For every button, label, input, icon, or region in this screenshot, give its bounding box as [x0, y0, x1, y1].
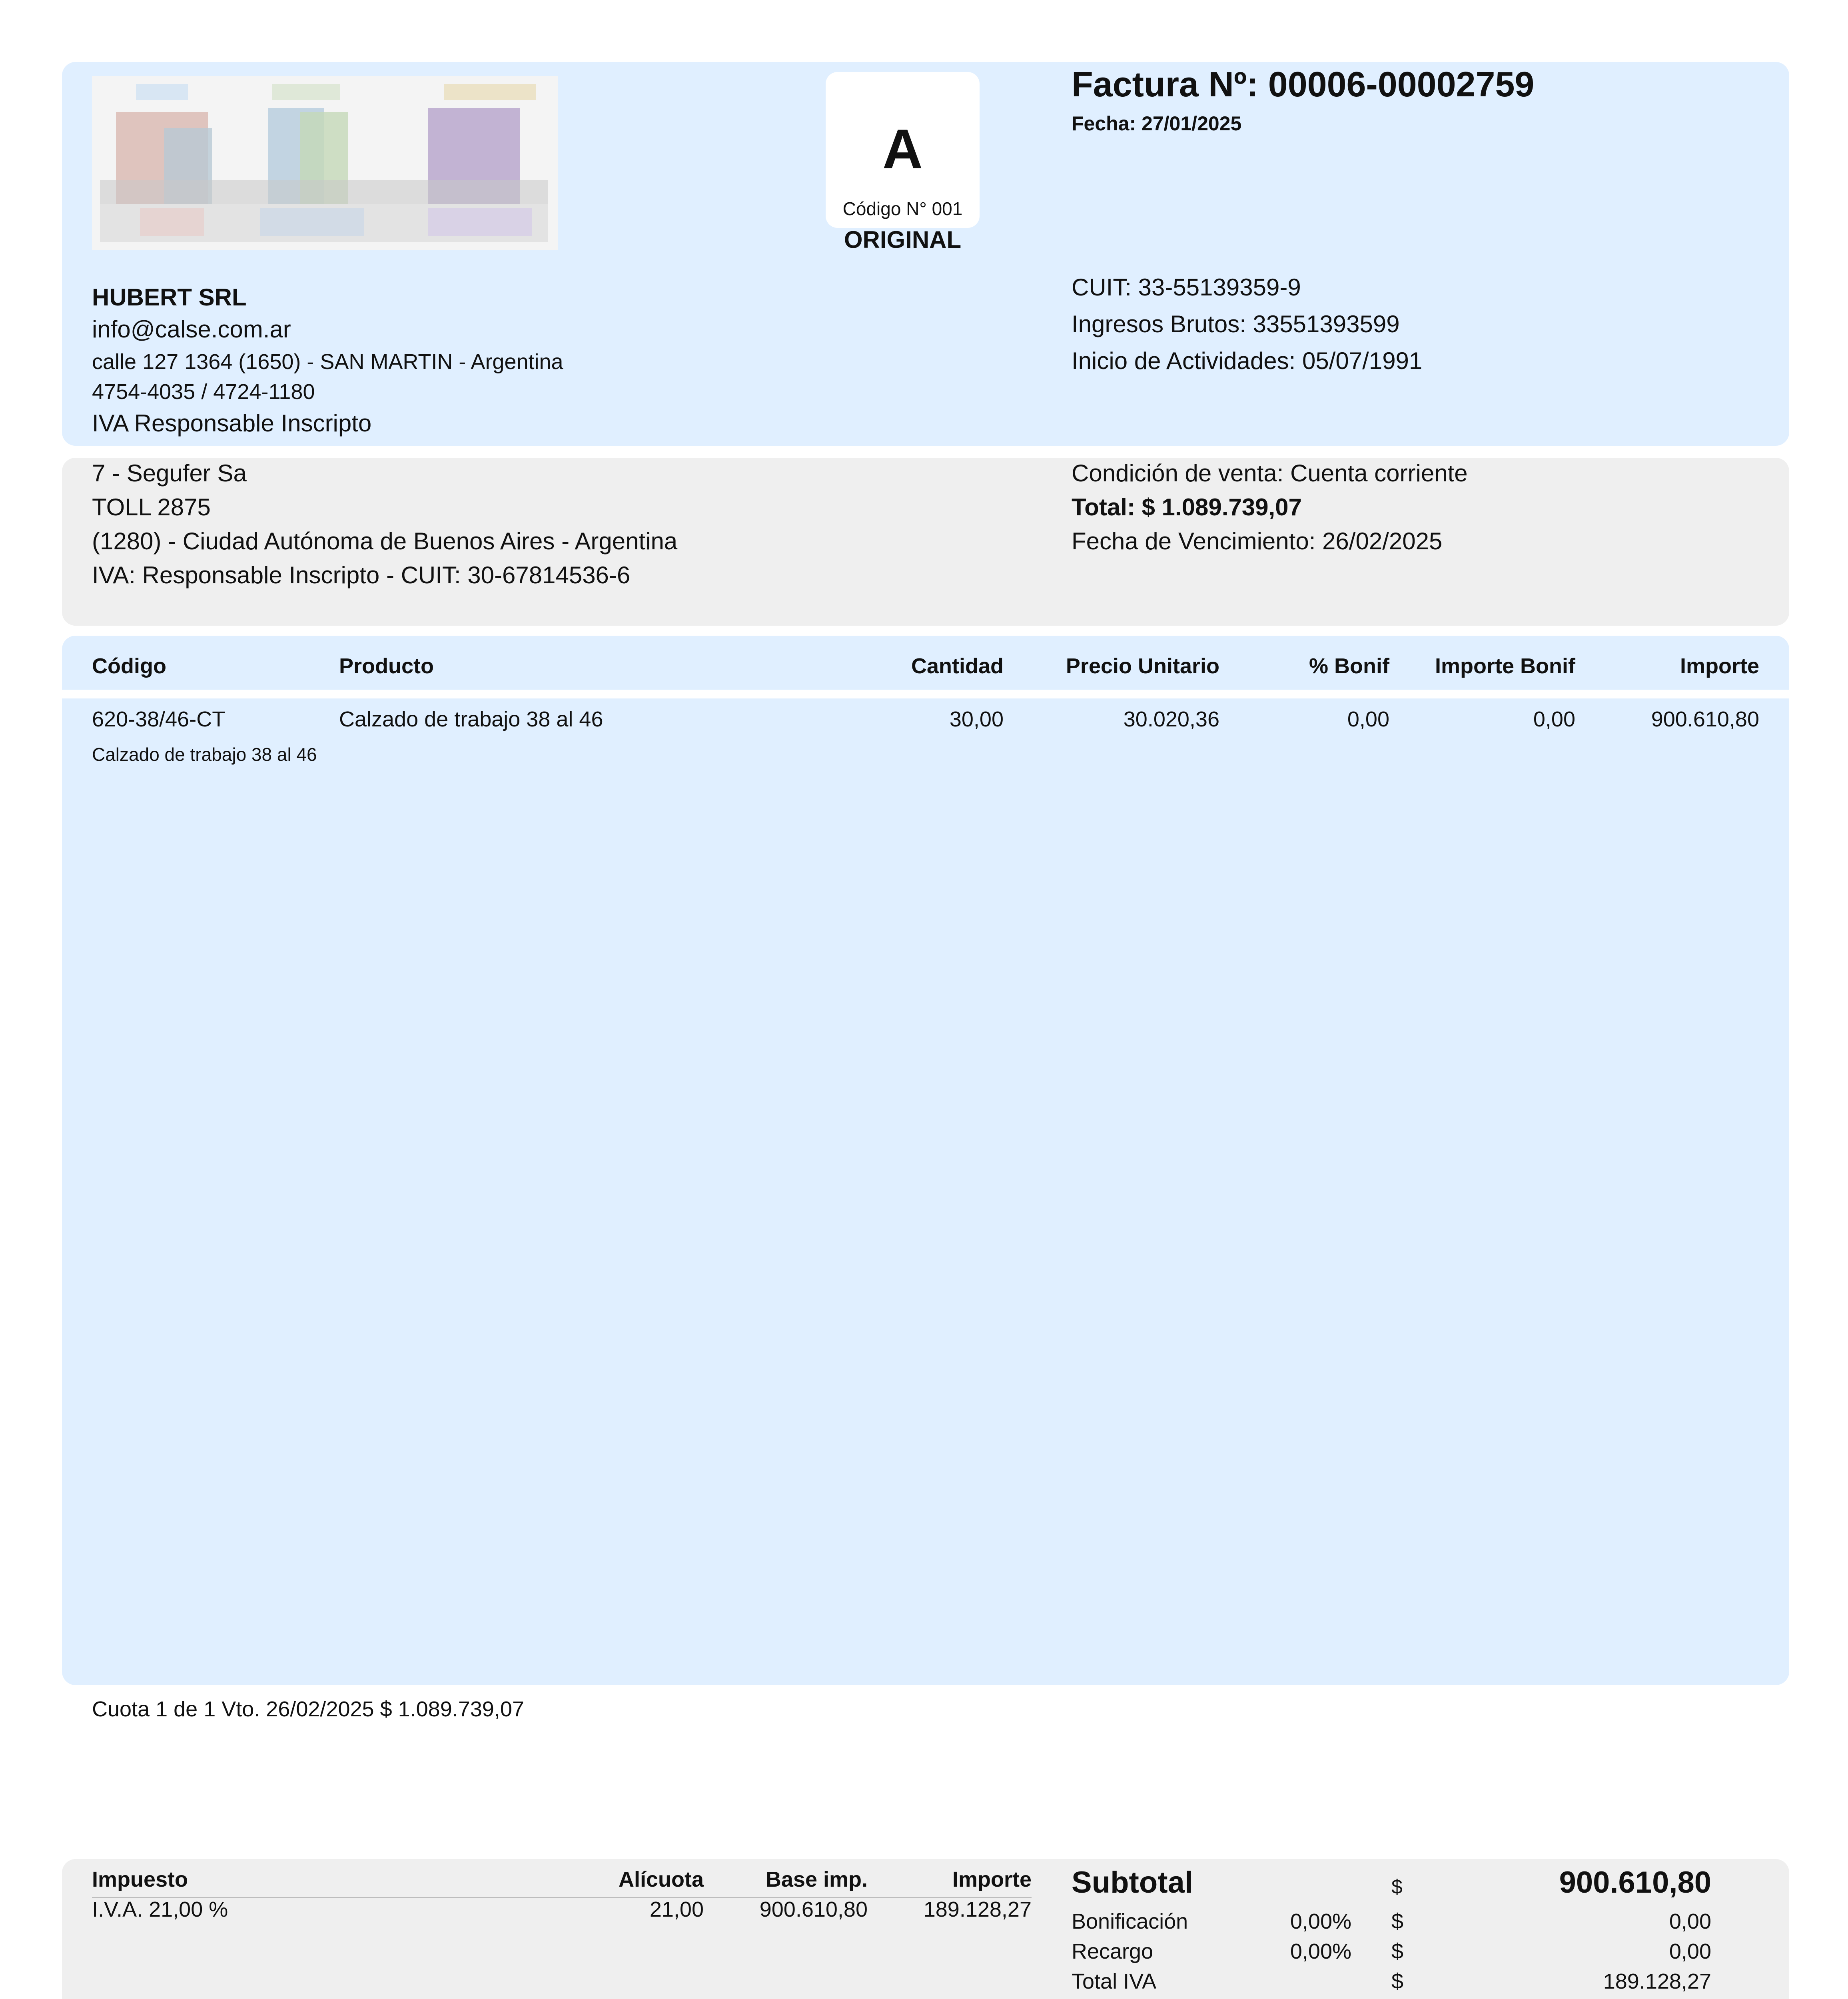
col-header-qty: Cantidad [911, 654, 1004, 678]
invoice-letter: A [826, 72, 980, 226]
item-code: 620-38/46-CT [92, 707, 226, 731]
issuer-phones: 4754-4035 / 4724-1180 [92, 380, 315, 404]
col-header-unit-price: Precio Unitario [1066, 654, 1219, 678]
bonification-value: 0,00 [1669, 1909, 1711, 1933]
total-iva-value: 189.128,27 [1603, 1969, 1711, 1993]
col-header-code: Código [92, 654, 166, 678]
col-header-product: Producto [339, 654, 434, 678]
surcharge-currency: $ [1391, 1939, 1404, 1963]
client-total: Total: $ 1.089.739,07 [1072, 494, 1302, 521]
items-panel [62, 636, 1789, 1685]
subtotal-label: Subtotal [1072, 1865, 1193, 1899]
client-street: TOLL 2875 [92, 494, 211, 521]
client-name: 7 - Segufer Sa [92, 460, 247, 487]
surcharge-pct: 0,00% [1290, 1939, 1351, 1963]
total-iva-label: Total IVA [1072, 1969, 1157, 1993]
item-description: Calzado de trabajo 38 al 46 [92, 744, 317, 765]
issuer-activity-start: Inicio de Actividades: 05/07/1991 [1072, 347, 1423, 374]
installments-text: Cuota 1 de 1 Vto. 26/02/2025 $ 1.089.739,07 [92, 1697, 524, 1721]
invoice-date: Fecha: 27/01/2025 [1072, 112, 1242, 135]
surcharge-value: 0,00 [1669, 1939, 1711, 1963]
table-header-separator [62, 690, 1789, 698]
company-logo [92, 76, 558, 250]
bonification-currency: $ [1391, 1909, 1404, 1933]
col-header-bonif-pct: % Bonif [1309, 654, 1389, 678]
surcharge-label: Recargo [1072, 1939, 1154, 1963]
client-city: (1280) - Ciudad Autónoma de Buenos Aires - Argentina [92, 528, 678, 555]
issuer-cuit: CUIT: 33-55139359-9 [1072, 274, 1301, 301]
issuer-name: HUBERT SRL [92, 284, 247, 311]
tax-header-name: Impuesto [92, 1867, 188, 1891]
issuer-email: info@calse.com.ar [92, 316, 291, 343]
item-product: Calzado de trabajo 38 al 46 [339, 707, 603, 731]
item-qty: 30,00 [949, 707, 1004, 731]
tax-header-amount: Importe [952, 1867, 1032, 1891]
sale-condition: Condición de venta: Cuenta corriente [1072, 460, 1468, 487]
issuer-gross-income: Ingresos Brutos: 33551393599 [1072, 311, 1400, 337]
tax-row-amount: 189.128,27 [923, 1897, 1032, 1921]
copy-label: ORIGINAL [844, 226, 962, 253]
invoice-title: Factura Nº: 00006-00002759 [1072, 64, 1535, 104]
tax-header-rate: Alícuota [618, 1867, 704, 1891]
col-header-bonif-amount: Importe Bonif [1435, 654, 1575, 678]
issuer-address: calle 127 1364 (1650) - SAN MARTIN - Argentina [92, 350, 563, 374]
col-header-amount: Importe [1680, 654, 1759, 678]
total-iva-currency: $ [1391, 1969, 1404, 1993]
bonification-pct: 0,00% [1290, 1909, 1351, 1933]
client-tax: IVA: Responsable Inscripto - CUIT: 30-67814536-6 [92, 562, 631, 589]
tax-row-rate: 21,00 [649, 1897, 704, 1921]
item-unit-price: 30.020,36 [1123, 707, 1219, 731]
due-date: Fecha de Vencimiento: 26/02/2025 [1072, 528, 1443, 555]
tax-header-base: Base imp. [765, 1867, 868, 1891]
invoice-code-label: Código N° 001 [826, 190, 980, 228]
tax-row-base: 900.610,80 [759, 1897, 868, 1921]
tax-row-name: I.V.A. 21,00 % [92, 1897, 228, 1921]
item-amount: 900.610,80 [1651, 707, 1759, 731]
subtotal-currency: $ [1391, 1875, 1403, 1898]
subtotal-value: 900.610,80 [1559, 1865, 1711, 1899]
bonification-label: Bonificación [1072, 1909, 1188, 1933]
item-bonif-amount: 0,00 [1533, 707, 1575, 731]
issuer-tax-condition: IVA Responsable Inscripto [92, 410, 372, 437]
item-bonif-pct: 0,00 [1347, 707, 1389, 731]
